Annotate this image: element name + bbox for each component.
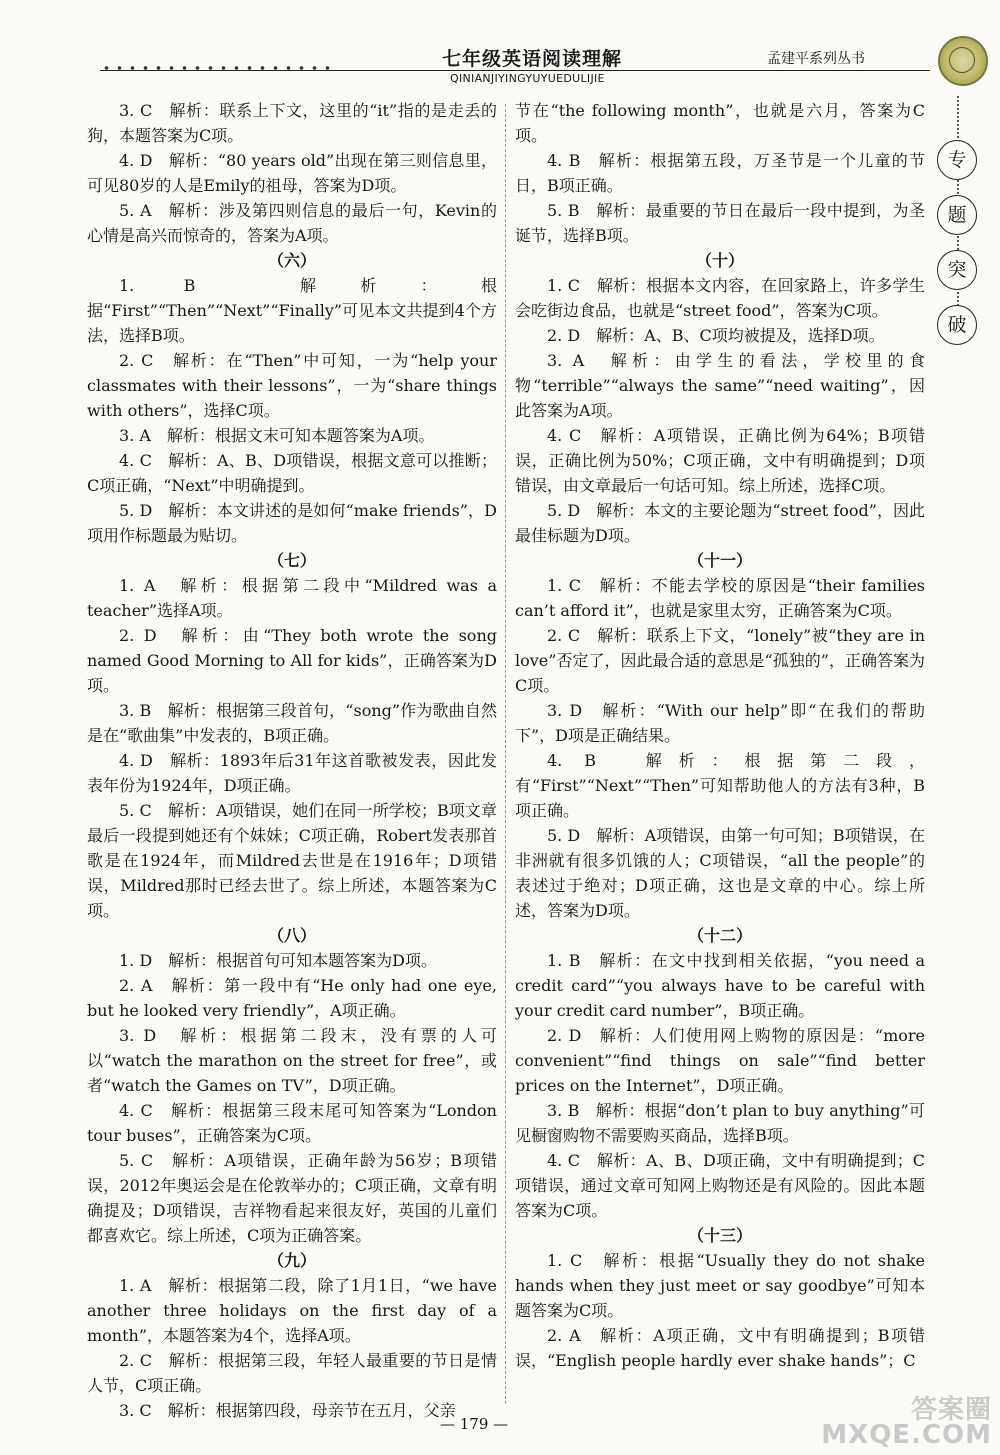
answer-explanation: 2. D 解析：A、B、C项均被提及，选择D项。 [547, 326, 885, 345]
side-tab-char: 突 [937, 250, 977, 290]
answer-explanation: 5. D 解析：本文的主要论题为“street food”，因此最佳标题为D项。 [515, 501, 925, 545]
section-heading: （九） [267, 1251, 316, 1270]
book-title-pinyin: QINIANJIYINGYUYUEDULIJIE [450, 72, 605, 85]
answer-explanation: 2. A 解析：A项正确，文中有明确提到；B项错误，“English people hardly ever shake hands”；C [515, 1326, 925, 1370]
answer-explanation: 2. C 解析：联系上下文，“lonely”被“they are in love”否定了，因此最合适的意思是“孤独的”，正确答案为C项。 [515, 626, 925, 695]
answer-explanation: 5. B 解析：最重要的节日在最后一段中提到，为圣诞节，选择B项。 [515, 201, 925, 245]
answer-explanation: 节在“the following month”，也就是六月，答案为C项。 [515, 101, 925, 145]
answer-explanation: 3. D 解析：根据第二段末，没有票的人可以“watch the marathon on the street for free”，或者“watch the Games on TV”，D项正确。 [87, 1026, 497, 1095]
series-name: 孟建平系列丛书 [767, 51, 865, 67]
section-heading: （十三） [687, 1226, 752, 1245]
section-heading: （十） [695, 251, 744, 270]
right-column [515, 98, 925, 1373]
section-heading: （十二） [687, 926, 752, 945]
answer-explanation: 2. D 解析：人们使用网上购物的原因是：“more convenient”“find things on sale”“find better prices on the Internet”，D项正确。 [515, 1026, 925, 1095]
answer-explanation: 1. C 解析：根据“Usually they do not shake hands when they just meet or say goodbye”可知本题答案为C项。 [515, 1251, 925, 1320]
side-tab-char: 题 [937, 195, 977, 235]
answer-explanation: 3. B 解析：根据第三段首句，“song”作为歌曲自然是在“歌曲集”中发表的，B项正确。 [87, 701, 497, 745]
answer-explanation: 3. A 解析：由学生的看法，学校里的食物“terrible”“always the same”“need waiting”，因此答案为A项。 [515, 351, 925, 420]
answer-explanation: 4. D 解析：“80 years old”出现在第三则信息里，可见80岁的人是Emily的祖母，答案为D项。 [87, 151, 497, 195]
section-heading: （七） [267, 551, 316, 570]
answer-explanation: 5. D 解析：A项错误，由第一句可知；B项错误，在非洲就有很多饥饿的人；C项错误，“all the people”的表述过于绝对；D项正确，这也是文章的中心。综上所述，答案为D项。 [515, 826, 925, 920]
answer-explanation: 1. A 解析：根据第二段中“Mildred was a teacher”选择A项。 [87, 576, 497, 620]
answer-explanation: 4. C 解析：A、B、D项正确，文中有明确提到；C项错误，通过文章可知网上购物还是有风险的。因此本题答案为C项。 [515, 1151, 925, 1220]
answer-explanation: 3. A 解析：根据文末可知本题答案为A项。 [119, 426, 435, 445]
answer-explanation: 3. D 解析：“With our help”即“在我们的帮助下”，D项是正确结果。 [515, 701, 925, 745]
answer-explanation: 4. B 解析：根据第二段，有“First”“Next”“Then”可知帮助他人的方法有3种，B项正确。 [515, 751, 925, 820]
book-title: 七年级英语阅读理解 [442, 48, 623, 70]
answer-explanation: 5. C 解析：A项错误，正确年龄为56岁；B项错误，2012年奥运会是在伦敦举办的；C项正确，文章有明确提及；D项错误，吉祥物看起来很友好，英国的儿童们都喜欢它。综上所述，C项为正确答案。 [87, 1151, 497, 1245]
answer-explanation: 5. A 解析：涉及第四则信息的最后一句，Kevin的心情是高兴而惊奇的，答案为A项。 [87, 201, 497, 245]
answer-explanation: 5. D 解析：本文讲述的是如何“make friends”，D项用作标题最为贴切。 [87, 501, 497, 545]
answer-explanation: 1. A 解析：根据第二段，除了1月1日，“we have another three holidays on the first day of a month”，本题答案为4个，选择A项。 [87, 1276, 497, 1345]
answer-explanation: 3. C 解析：根据第四段，母亲节在五月，父亲 [119, 1401, 456, 1420]
answer-explanation: 1. B 解析：根据“First”“Then”“Next”“Finally”可见本文共提到4个方法，选择B项。 [87, 276, 497, 345]
answer-explanation: 4. C 解析：A、B、D项错误，根据文意可以推断；C项正确，“Next”中明确提到。 [87, 451, 497, 495]
answer-explanation: 1. C 解析：根据本文内容，在回家路上，许多学生会吃街边食品，也就是“street food”，答案为C项。 [515, 276, 925, 320]
section-heading: （六） [267, 251, 316, 270]
answer-explanation: 3. B 解析：根据“don’t plan to buy anything”可见橱窗购物不需要购买商品，选择B项。 [515, 1101, 925, 1145]
answer-explanation: 1. D 解析：根据首句可知本题答案为D项。 [119, 951, 438, 970]
answer-explanation: 4. C 解析：根据第三段末尾可知答案为“London tour buses”，正确答案为C项。 [87, 1101, 497, 1145]
answer-explanation: 2. C 解析：在“Then”中可知，一为“help your classmates with their lessons”，一为“share things with others”，选择C项。 [87, 351, 497, 420]
column-divider [505, 104, 506, 1404]
answer-explanation: 2. D 解析：由“They both wrote the song named Good Morning to All for kids”，正确答案为D项。 [87, 626, 497, 695]
answer-explanation: 2. A 解析：第一段中有“He only had one eye, but he looked very friendly”，A项正确。 [87, 976, 497, 1020]
answer-explanation: 3. C 解析：联系上下文，这里的“it”指的是走丢的狗，本题答案为C项。 [87, 101, 497, 145]
section-heading: （八） [267, 926, 316, 945]
left-column [87, 98, 497, 1423]
answer-explanation: 4. D 解析：1893年后31年这首歌被发表，因此发表年份为1924年，D项正确。 [87, 751, 497, 795]
publisher-logo-icon [938, 36, 988, 86]
answer-explanation: 5. C 解析：A项错误，她们在同一所学校；B项文章最后一段提到她还有个妹妹；C项正确，Robert发表那首歌是在1924年，而Mildred去世是在1916年；D项错误，Mildred那时已经去世了。综上所述，本题答案为C项。 [87, 801, 497, 920]
side-tab-char: 专 [937, 140, 977, 180]
section-heading: （十一） [687, 551, 752, 570]
answer-explanation: 4. B 解析：根据第五段，万圣节是一个儿童的节日，B项正确。 [515, 151, 925, 195]
watermark: 答案圈 MXQE.COM [821, 1395, 992, 1450]
side-tab-char: 破 [937, 305, 977, 345]
answer-explanation: 1. C 解析：不能去学校的原因是“their families can’t afford it”，也就是家里太穷，正确答案为C项。 [515, 576, 925, 620]
answer-explanation: 4. C 解析：A项错误，正确比例为64%；B项错误，正确比例为50%；C项正确，文中有明确提到；D项错误，由文章最后一句话可知。综上所述，选择C项。 [515, 426, 925, 495]
page-number: — 179 — [440, 1415, 509, 1433]
answer-explanation: 2. C 解析：根据第三段，年轻人最重要的节日是情人节，C项正确。 [87, 1351, 497, 1395]
page-header [100, 40, 930, 92]
answer-explanation: 1. B 解析：在文中找到相关依据，“you need a credit card”“you always have to be careful with your credit card number”，B项正确。 [515, 951, 925, 1020]
